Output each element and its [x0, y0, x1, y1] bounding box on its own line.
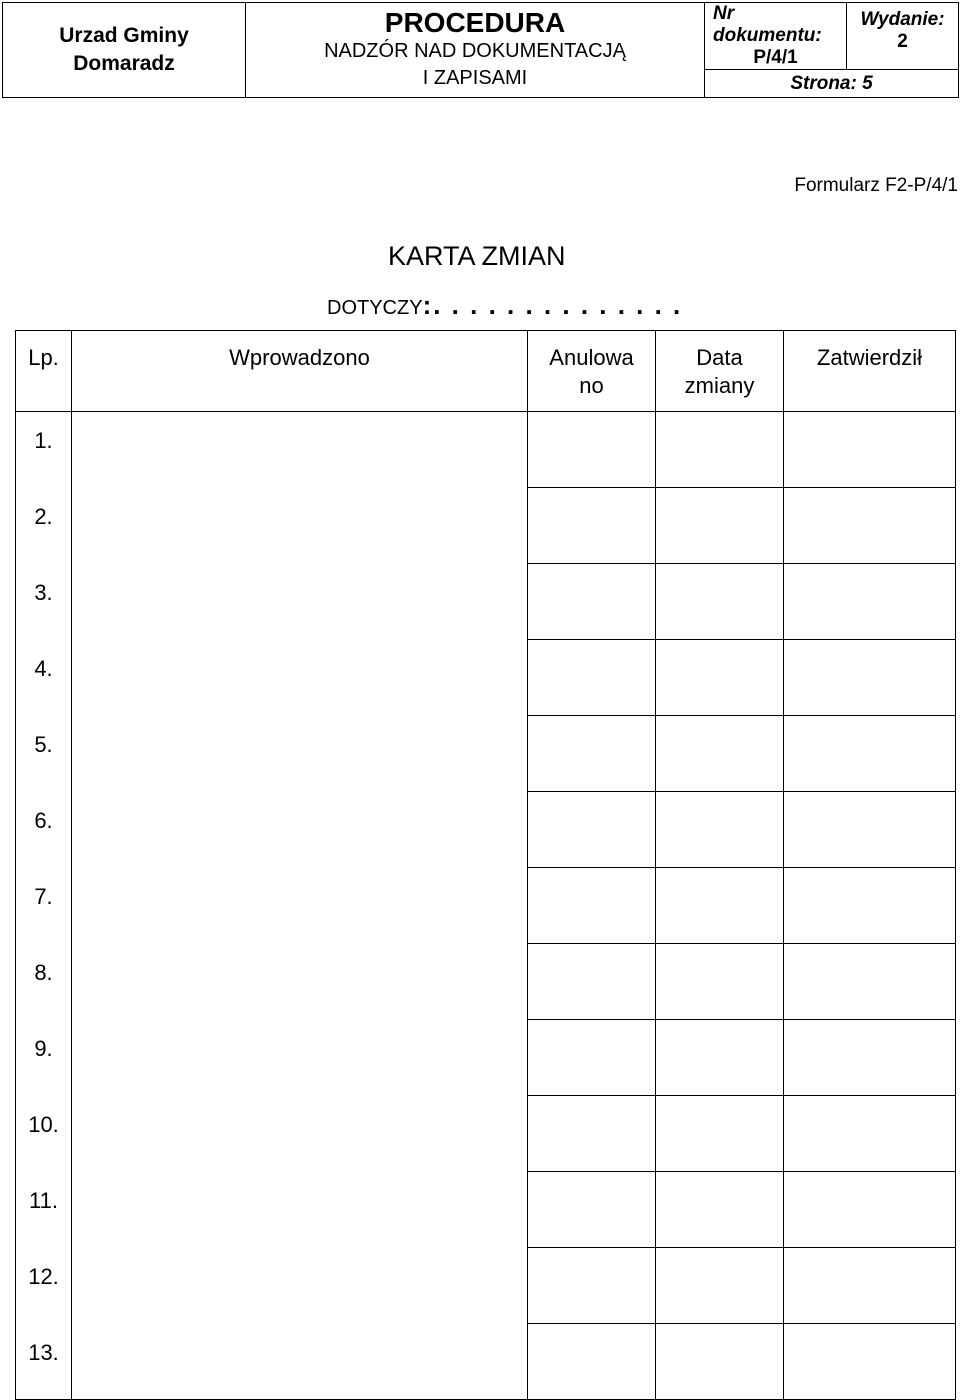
approved-cell	[784, 488, 956, 564]
row-number-cell: 7.	[16, 868, 72, 944]
approved-cell	[784, 1096, 956, 1172]
table-row	[16, 1096, 956, 1172]
row-number-cell: 10.	[16, 1096, 72, 1172]
organization-cell	[3, 3, 246, 98]
column-header-cancelled	[528, 331, 656, 412]
table-row	[16, 564, 956, 640]
date-cell	[656, 1324, 784, 1400]
cancelled-cell	[528, 792, 656, 868]
page-number-cell: Strona: 5	[705, 70, 959, 98]
concerns-colon: :	[422, 290, 434, 320]
column-header-date	[656, 331, 784, 412]
cancelled-cell	[528, 488, 656, 564]
concerns-dots: . . . . . . . . . . . . . .	[433, 290, 683, 320]
table-row	[16, 488, 956, 564]
concerns-line	[327, 290, 682, 321]
approved-cell	[784, 716, 956, 792]
edition-value: 2	[897, 31, 908, 52]
cancelled-cell	[528, 1020, 656, 1096]
doc-number-value: P/4/1	[753, 47, 798, 68]
introduced-cell	[72, 716, 528, 792]
date-cell	[656, 1096, 784, 1172]
table-row	[16, 412, 956, 488]
introduced-cell	[72, 1324, 528, 1400]
organization-name: Urzad Gminy	[59, 24, 189, 47]
table-row	[16, 1172, 956, 1248]
date-cell	[656, 488, 784, 564]
table-row	[16, 1020, 956, 1096]
introduced-cell	[72, 1020, 528, 1096]
introduced-cell	[72, 868, 528, 944]
row-number-cell: 2.	[16, 488, 72, 564]
table-row	[16, 640, 956, 716]
row-number-cell: 5.	[16, 716, 72, 792]
cancelled-cell	[528, 640, 656, 716]
column-header-cancelled-line2: no	[579, 373, 604, 398]
approved-cell	[784, 1324, 956, 1400]
procedure-subtitle-line2: I ZAPISAMI	[422, 67, 528, 89]
date-cell	[656, 640, 784, 716]
procedure-title: PROCEDURA	[384, 7, 566, 38]
date-cell	[656, 944, 784, 1020]
introduced-cell	[72, 488, 528, 564]
row-number-cell: 6.	[16, 792, 72, 868]
column-header-lp: Lp.	[16, 331, 72, 412]
date-cell	[656, 792, 784, 868]
date-cell	[656, 412, 784, 488]
introduced-cell	[72, 944, 528, 1020]
row-number-cell: 12.	[16, 1248, 72, 1324]
table-row	[16, 1248, 956, 1324]
change-table	[15, 330, 956, 1400]
cancelled-cell	[528, 1096, 656, 1172]
concerns-label: DOTYCZY	[327, 297, 423, 319]
approved-cell	[784, 944, 956, 1020]
table-row	[16, 944, 956, 1020]
introduced-cell	[72, 1172, 528, 1248]
cancelled-cell	[528, 868, 656, 944]
introduced-cell	[72, 1248, 528, 1324]
edition-cell	[847, 3, 959, 70]
approved-cell	[784, 1020, 956, 1096]
introduced-cell	[72, 792, 528, 868]
cancelled-cell	[528, 716, 656, 792]
row-number-cell: 3.	[16, 564, 72, 640]
approved-cell	[784, 640, 956, 716]
cancelled-cell	[528, 1324, 656, 1400]
date-cell	[656, 1248, 784, 1324]
approved-cell	[784, 1172, 956, 1248]
cancelled-cell	[528, 1172, 656, 1248]
introduced-cell	[72, 412, 528, 488]
column-header-date-line1: Data	[696, 345, 743, 370]
date-cell	[656, 716, 784, 792]
organization-place: Domaradz	[73, 52, 175, 75]
row-number-cell: 4.	[16, 640, 72, 716]
doc-number-label-line1: Nr	[713, 3, 735, 24]
approved-cell	[784, 1248, 956, 1324]
row-number-cell: 9.	[16, 1020, 72, 1096]
date-cell	[656, 1172, 784, 1248]
introduced-cell	[72, 640, 528, 716]
column-header-date-line2: zmiany	[684, 373, 755, 398]
row-number-cell: 13.	[16, 1324, 72, 1400]
cancelled-cell	[528, 412, 656, 488]
row-number-cell: 11.	[16, 1172, 72, 1248]
column-header-introduced: Wprowadzono	[72, 331, 528, 412]
page-title: KARTA ZMIAN	[388, 241, 566, 271]
approved-cell	[784, 412, 956, 488]
table-row	[16, 1324, 956, 1400]
approved-cell	[784, 564, 956, 640]
table-row	[16, 716, 956, 792]
table-row	[16, 868, 956, 944]
column-header-approved: Zatwierdził	[784, 331, 956, 412]
cancelled-cell	[528, 944, 656, 1020]
procedure-subtitle-line1: NADZÓR NAD DOKUMENTACJĄ	[324, 40, 626, 62]
cancelled-cell	[528, 564, 656, 640]
table-row	[16, 792, 956, 868]
row-number-cell: 8.	[16, 944, 72, 1020]
row-number-cell: 1.	[16, 412, 72, 488]
date-cell	[656, 564, 784, 640]
column-header-cancelled-line1: Anulowa	[549, 345, 634, 370]
date-cell	[656, 868, 784, 944]
doc-number-cell	[705, 3, 847, 70]
document-header	[2, 2, 959, 98]
approved-cell	[784, 792, 956, 868]
procedure-cell	[246, 3, 705, 98]
edition-label: Wydanie:	[860, 9, 945, 30]
date-cell	[656, 1020, 784, 1096]
introduced-cell	[72, 564, 528, 640]
approved-cell	[784, 868, 956, 944]
cancelled-cell	[528, 1248, 656, 1324]
doc-number-label-line2: dokumentu:	[713, 25, 822, 46]
form-code: Formularz F2-P/4/1	[794, 175, 958, 196]
introduced-cell	[72, 1096, 528, 1172]
